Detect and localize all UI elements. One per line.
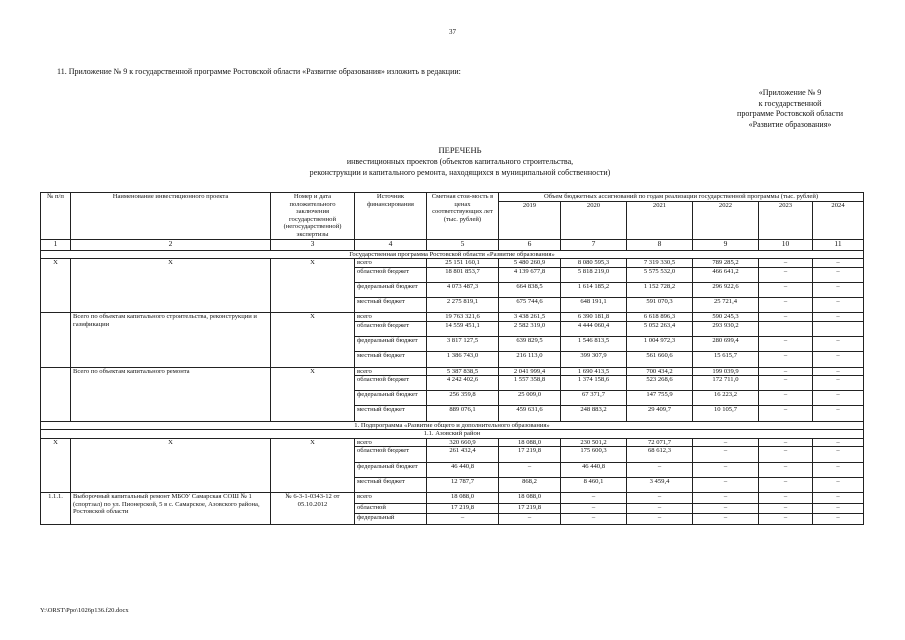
col-number: 5 [427, 239, 499, 250]
annex-reference [737, 88, 843, 130]
col-number: 1 [41, 239, 71, 250]
amount-cell: – [759, 438, 813, 447]
annex-line: к государственной [758, 98, 822, 108]
amount-cell [813, 321, 864, 336]
amount-cell: 5 818 219,0 [561, 267, 627, 282]
amount-cell: 4 139 677,8 [499, 267, 561, 282]
amount-cell: 18 088,0 [427, 493, 499, 504]
amount-cell: – [813, 438, 864, 447]
amount-cell: – [759, 282, 813, 297]
investment-table [40, 192, 864, 525]
project-name: Выборочный капитальный ремонт МБОУ Самарская СОШ № 1 (спортзал) по ул. Пионерской, 5 в с. Самарское, Азовского района, Ростовской области [71, 493, 271, 525]
amount-cell: 1 386 743,0 [427, 352, 499, 367]
amount-cell: – [759, 493, 813, 504]
row-number: X [41, 259, 71, 313]
amount-cell: 5 575 532,0 [627, 267, 693, 282]
funding-source: федеральный [355, 514, 427, 525]
header-estimate: Сметная стои-мость в ценах соответствующих лет (тыс. рублей) [427, 193, 499, 240]
amount-cell: 67 371,7 [561, 391, 627, 406]
amount-cell: 18 088,0 [499, 493, 561, 504]
amount-cell: – [627, 493, 693, 504]
amount-cell: – [813, 367, 864, 376]
col-number: 4 [355, 239, 427, 250]
amount-cell: 293 930,2 [693, 321, 759, 336]
amount-cell: 561 660,6 [627, 352, 693, 367]
funding-source: федеральный бюджет [355, 337, 427, 352]
row-number [41, 367, 71, 421]
col-number: 7 [561, 239, 627, 250]
amount-cell: – [813, 493, 864, 504]
amount-cell: – [759, 337, 813, 352]
amount-cell: 261 432,4 [427, 447, 499, 462]
annex-line: «Развитие образования» [748, 119, 832, 129]
amount-cell: – [561, 514, 627, 525]
heading-line: реконструкции и капитального ремонта, находящихся в муниципальной собственности) [309, 168, 611, 177]
amount-cell: – [627, 462, 693, 477]
header-volume: Объем бюджетных ассигнований по годам реализации государственной программы (тыс. рублей) [499, 193, 864, 202]
amount-cell: – [759, 447, 813, 462]
funding-source: областной бюджет [355, 267, 427, 282]
amount-cell: 46 440,8 [427, 462, 499, 477]
amount-cell: 466 641,2 [693, 267, 759, 282]
amount-cell: 8 460,1 [561, 477, 627, 492]
amount-cell: 46 440,8 [561, 462, 627, 477]
amount-cell: 789 285,2 [693, 259, 759, 268]
funding-source: областной бюджет [355, 447, 427, 462]
amount-cell: – [759, 391, 813, 406]
amount-cell: 72 071,7 [627, 438, 693, 447]
amount-cell: 675 744,6 [499, 298, 561, 313]
amount-cell: – [561, 493, 627, 504]
subprogram-title: 1. Подпрограмма «Развитие общего и дополнительного образования» [41, 421, 864, 430]
amount-cell: – [813, 462, 864, 477]
program-title: Государственная программа Ростовской области «Развитие образования» [41, 250, 864, 259]
row-number: X [41, 438, 71, 492]
amount-cell: 700 434,2 [627, 367, 693, 376]
amount-cell: 248 883,2 [561, 406, 627, 421]
program-title-row [41, 250, 864, 259]
header-year: 2019 [499, 201, 561, 239]
amount-cell: 280 699,4 [693, 337, 759, 352]
amount-cell: 399 307,9 [561, 352, 627, 367]
expertise-ref: X [271, 313, 355, 367]
amount-cell: – [499, 514, 561, 525]
amount-cell: 3 438 261,5 [499, 313, 561, 322]
amount-cell: 1 152 728,2 [627, 282, 693, 297]
amount-cell: 1 614 185,2 [561, 282, 627, 297]
amount-cell: 216 113,0 [499, 352, 561, 367]
amount-cell: 4 444 060,4 [561, 321, 627, 336]
col-number: 8 [627, 239, 693, 250]
subprogram-title-row [41, 421, 864, 430]
amount-cell: 175 600,3 [561, 447, 627, 462]
amount-cell: 639 829,5 [499, 337, 561, 352]
col-number: 6 [499, 239, 561, 250]
amount-cell: – [759, 259, 813, 268]
amount-cell: 17 219,8 [427, 503, 499, 514]
header-source: Источник финансирования [355, 193, 427, 240]
amount-cell: 172 711,0 [693, 376, 759, 391]
header-no: № п/п [41, 193, 71, 240]
amount-cell: – [499, 462, 561, 477]
amount-cell: 3 459,4 [627, 477, 693, 492]
amount-cell: 2 275 819,1 [427, 298, 499, 313]
amount-cell: – [813, 352, 864, 367]
project-name: X [71, 259, 271, 313]
table-row [41, 493, 864, 504]
amount-cell: 5 052 263,4 [627, 321, 693, 336]
col-number: 11 [813, 239, 864, 250]
funding-source: местный бюджет [355, 477, 427, 492]
funding-source: всего [355, 367, 427, 376]
amount-cell: 25 151 160,1 [427, 259, 499, 268]
amount-cell: 2 582 319,0 [499, 321, 561, 336]
amount-cell: 16 223,2 [693, 391, 759, 406]
page-number: 37 [449, 28, 456, 36]
amount-cell: – [693, 438, 759, 447]
amount-cell: – [693, 503, 759, 514]
amount-cell: – [813, 337, 864, 352]
amount-cell: 147 755,9 [627, 391, 693, 406]
footer-file-path: Y:\ORST\Ppo\1026p136.f20.docx [40, 607, 129, 614]
funding-source: всего [355, 313, 427, 322]
row-number: 1.1.1. [41, 493, 71, 525]
amount-cell: 664 838,5 [499, 282, 561, 297]
funding-source: местный бюджет [355, 406, 427, 421]
amount-cell: – [813, 447, 864, 462]
amount-cell: 25 009,0 [499, 391, 561, 406]
amount-cell: – [813, 477, 864, 492]
amount-cell: – [759, 462, 813, 477]
amount-cell: – [759, 406, 813, 421]
amount-cell: – [759, 367, 813, 376]
funding-source: местный бюджет [355, 298, 427, 313]
total-capital-label: Всего по объектам капитального строительства, реконструкции и газификации [71, 313, 271, 367]
amount-cell: 459 631,6 [499, 406, 561, 421]
table-row [41, 313, 864, 322]
amount-cell: – [759, 313, 813, 322]
amount-cell: – [693, 477, 759, 492]
heading-line: инвестиционных проектов (объектов капитального строительства, [346, 157, 574, 166]
document-heading [200, 145, 720, 178]
header-year: 2021 [627, 201, 693, 239]
amount-cell: – [813, 282, 864, 297]
col-number: 2 [71, 239, 271, 250]
column-number-row [41, 239, 864, 250]
amount-cell: 5 480 260,9 [499, 259, 561, 268]
amount-cell: – [813, 267, 864, 282]
district-title-row [41, 430, 864, 439]
amount-cell: 29 409,7 [627, 406, 693, 421]
amount-cell: 230 501,2 [561, 438, 627, 447]
amount-cell: – [813, 376, 864, 391]
col-number: 10 [759, 239, 813, 250]
amount-cell: 14 559 451,1 [427, 321, 499, 336]
amount-cell: – [693, 462, 759, 477]
heading-title: ПЕРЕЧЕНЬ [438, 145, 482, 155]
district-title: 1.1. Азовский район [41, 430, 864, 439]
row-number [41, 313, 71, 367]
amount-cell: 648 191,1 [561, 298, 627, 313]
funding-source: областной бюджет [355, 376, 427, 391]
funding-source: федеральный бюджет [355, 462, 427, 477]
amount-cell: 18 801 853,7 [427, 267, 499, 282]
amount-cell: 17 219,8 [499, 503, 561, 514]
amount-cell: 296 922,6 [693, 282, 759, 297]
funding-source: федеральный бюджет [355, 391, 427, 406]
amount-cell: 1 374 158,6 [561, 376, 627, 391]
amount-cell: 320 660,9 [427, 438, 499, 447]
amount-cell: 523 268,6 [627, 376, 693, 391]
amount-cell: 6 618 896,3 [627, 313, 693, 322]
amount-cell: 1 690 413,5 [561, 367, 627, 376]
expertise-ref: № 6-3-1-0343-12 от 05.10.2012 [271, 493, 355, 525]
header-year: 2020 [561, 201, 627, 239]
amount-cell: – [693, 493, 759, 504]
expertise-ref: X [271, 367, 355, 421]
amount-cell: 7 319 330,5 [627, 259, 693, 268]
amount-cell: – [759, 267, 813, 282]
funding-source: всего [355, 259, 427, 268]
amount-cell: – [693, 514, 759, 525]
amount-cell: 18 088,0 [499, 438, 561, 447]
funding-source: местный бюджет [355, 352, 427, 367]
amount-cell: – [759, 514, 813, 525]
expertise-ref: X [271, 259, 355, 313]
amount-cell: 1 004 972,3 [627, 337, 693, 352]
header-year: 2022 [693, 201, 759, 239]
funding-source: всего [355, 493, 427, 504]
funding-source: областной бюджет [355, 321, 427, 336]
amount-cell: 12 787,7 [427, 477, 499, 492]
amount-cell: – [561, 503, 627, 514]
funding-source: областной [355, 503, 427, 514]
col-number: 3 [271, 239, 355, 250]
table-row [41, 367, 864, 376]
amount-cell: 199 039,9 [693, 367, 759, 376]
amount-cell: – [813, 259, 864, 268]
amount-cell: – [813, 503, 864, 514]
amount-cell [759, 321, 813, 336]
amount-cell: – [427, 514, 499, 525]
total-repair-label: Всего по объектам капитального ремонта [71, 367, 271, 421]
amount-cell: – [813, 391, 864, 406]
amount-cell: – [813, 313, 864, 322]
amount-cell: 590 245,3 [693, 313, 759, 322]
amount-cell: – [759, 298, 813, 313]
amount-cell: 25 721,4 [693, 298, 759, 313]
amount-cell: – [627, 514, 693, 525]
table-row [41, 438, 864, 447]
amount-cell: – [627, 503, 693, 514]
amount-cell: – [759, 376, 813, 391]
amount-cell: 17 219,8 [499, 447, 561, 462]
intro-text: 11. Приложение № 9 к государственной программе Ростовской области «Развитие образования» изложить в редакции: [57, 67, 461, 76]
amount-cell: 591 070,3 [627, 298, 693, 313]
expertise-ref: X [271, 438, 355, 492]
amount-cell: 3 817 127,5 [427, 337, 499, 352]
project-name: X [71, 438, 271, 492]
header-expertise: Номер и дата положительного заключения государственной (негосударственной) экспертизы [271, 193, 355, 240]
amount-cell: 2 041 999,4 [499, 367, 561, 376]
amount-cell: – [759, 352, 813, 367]
amount-cell: 10 105,7 [693, 406, 759, 421]
amount-cell: 1 546 813,5 [561, 337, 627, 352]
amount-cell: 4 242 402,6 [427, 376, 499, 391]
amount-cell: – [759, 477, 813, 492]
amount-cell: 889 076,1 [427, 406, 499, 421]
funding-source: всего [355, 438, 427, 447]
amount-cell: 5 387 838,5 [427, 367, 499, 376]
annex-line: программе Ростовской области [737, 109, 843, 118]
amount-cell: – [759, 503, 813, 514]
amount-cell: 19 763 321,6 [427, 313, 499, 322]
amount-cell: 4 073 487,3 [427, 282, 499, 297]
amount-cell: – [813, 298, 864, 313]
annex-line: «Приложение № 9 [758, 88, 822, 97]
amount-cell: – [813, 406, 864, 421]
table-row [41, 259, 864, 268]
funding-source: федеральный бюджет [355, 282, 427, 297]
amount-cell: 8 080 595,3 [561, 259, 627, 268]
header-year: 2024 [813, 201, 864, 239]
amount-cell: 1 557 358,8 [499, 376, 561, 391]
amount-cell: 68 612,3 [627, 447, 693, 462]
header-year: 2023 [759, 201, 813, 239]
amount-cell: 868,2 [499, 477, 561, 492]
amount-cell: – [813, 514, 864, 525]
amount-cell: 15 615,7 [693, 352, 759, 367]
header-name: Наименование инвестиционного проекта [71, 193, 271, 240]
amount-cell: 6 390 181,8 [561, 313, 627, 322]
col-number: 9 [693, 239, 759, 250]
amount-cell: 256 359,8 [427, 391, 499, 406]
amount-cell: – [693, 447, 759, 462]
